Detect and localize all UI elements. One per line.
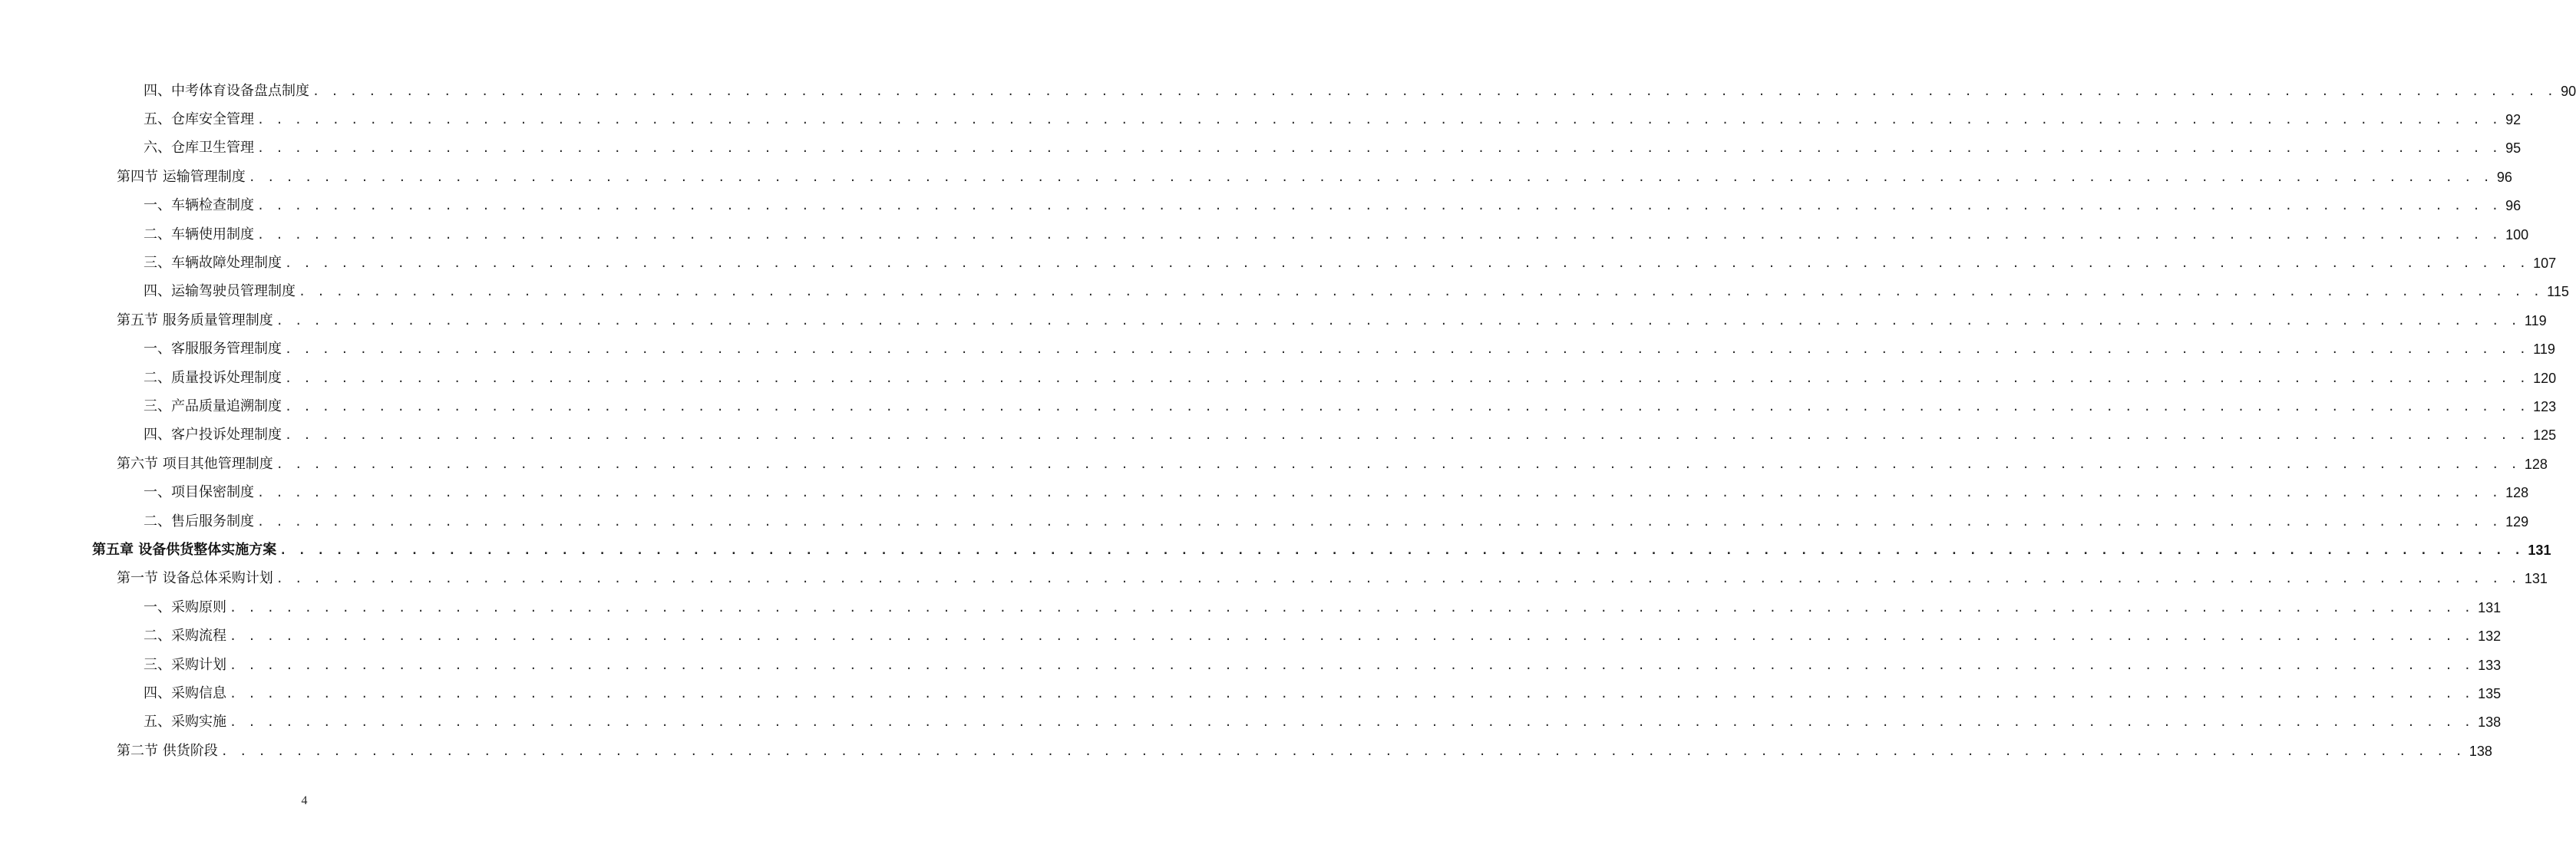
toc-entry-title: 二、质量投诉处理制度 — [144, 370, 285, 387]
toc-entry-item[interactable] — [0, 507, 2529, 536]
toc-entry-page: 128 — [2505, 485, 2529, 501]
toc-entry-page: 131 — [2478, 599, 2502, 615]
toc-entry-item[interactable] — [0, 192, 2522, 220]
toc-entry-title: 一、客服服务管理制度 — [144, 341, 285, 358]
toc-entry-item[interactable] — [0, 220, 2529, 249]
toc-entry-page: 135 — [2478, 685, 2502, 701]
toc-dot-leader: . . . . . . . . . . . . . . . . . . . . . . . . . . . . . . . . . . . . . . . . . . . . . . . . . . . . . . . . . . . . . . . . . . . . . . . . . . . . . . . . . . . . . . . . . . . . . . . . . . . . . . . . . . . . . . . . . . . . . . . . — [230, 629, 2474, 644]
toc-entry-title: 第二节 供货阶段 — [117, 743, 221, 760]
toc-dot-leader: . . . . . . . . . . . . . . . . . . . . . . . . . . . . . . . . . . . . . . . . . . . . . . . . . . . . . . . . . . . . . . . . . . . . . . . . . . . . . . . . . . . . . . . . . . . . . . . . . . . . . . . . . . . . . . . . . . . . . . . . — [312, 84, 2557, 98]
toc-dot-leader: . . . . . . . . . . . . . . . . . . . . . . . . . . . . . . . . . . . . . . . . . . . . . . . . . . . . . . . . . . . . . . . . . . . . . . . . . . . . . . . . . . . . . . . . . . . . . . . . . . . . . . . . . . . . . . . . . . . . . . . . — [230, 715, 2474, 730]
toc-dot-leader: . . . . . . . . . . . . . . . . . . . . . . . . . . . . . . . . . . . . . . . . . . . . . . . . . . . . . . . . . . . . . . . . . . . . . . . . . . . . . . . . . . . . . . . . . . . . . . . . . . . . . . . . . . . . . . . . . . . . . . . . — [279, 543, 2524, 557]
toc-entry-page: 128 — [2524, 456, 2548, 472]
toc-entry-item[interactable] — [0, 77, 2576, 105]
toc-entry-item[interactable] — [0, 622, 2502, 650]
table-of-contents — [0, 77, 2576, 765]
toc-entry-section[interactable] — [0, 163, 2512, 191]
toc-entry-title: 第四节 运输管理制度 — [117, 169, 249, 186]
toc-entry-page: 107 — [2533, 256, 2557, 272]
toc-dot-leader: . . . . . . . . . . . . . . . . . . . . . . . . . . . . . . . . . . . . . . . . . . . . . . . . . . . . . . . . . . . . . . . . . . . . . . . . . . . . . . . . . . . . . . . . . . . . . . . . . . . . . . . . . . . . . . . . . . . . . . . . — [257, 141, 2502, 156]
toc-dot-leader: . . . . . . . . . . . . . . . . . . . . . . . . . . . . . . . . . . . . . . . . . . . . . . . . . . . . . . . . . . . . . . . . . . . . . . . . . . . . . . . . . . . . . . . . . . . . . . . . . . . . . . . . . . . . . . . . . . . . . . . . — [257, 486, 2502, 500]
toc-entry-title: 四、中考体育设备盘点制度 — [144, 83, 312, 100]
toc-entry-title: 一、车辆检查制度 — [144, 197, 257, 214]
toc-dot-leader: . . . . . . . . . . . . . . . . . . . . . . . . . . . . . . . . . . . . . . . . . . . . . . . . . . . . . . . . . . . . . . . . . . . . . . . . . . . . . . . . . . . . . . . . . . . . . . . . . . . . . . . . . . . . . . . . . . . . . . . . — [285, 256, 2529, 271]
toc-entry-page: 129 — [2505, 513, 2529, 529]
toc-dot-leader: . . . . . . . . . . . . . . . . . . . . . . . . . . . . . . . . . . . . . . . . . . . . . . . . . . . . . . . . . . . . . . . . . . . . . . . . . . . . . . . . . . . . . . . . . . . . . . . . . . . . . . . . . . . . . . . . . . . . . . . . — [257, 113, 2502, 127]
toc-entry-page: 138 — [2478, 714, 2502, 731]
toc-dot-leader: . . . . . . . . . . . . . . . . . . . . . . . . . . . . . . . . . . . . . . . . . . . . . . . . . . . . . . . . . . . . . . . . . . . . . . . . . . . . . . . . . . . . . . . . . . . . . . . . . . . . . . . . . . . . . . . . . . . . . . . . — [276, 572, 2520, 586]
toc-entry-title: 第五章 设备供货整体实施方案 — [92, 542, 279, 559]
toc-dot-leader: . . . . . . . . . . . . . . . . . . . . . . . . . . . . . . . . . . . . . . . . . . . . . . . . . . . . . . . . . . . . . . . . . . . . . . . . . . . . . . . . . . . . . . . . . . . . . . . . . . . . . . . . . . . . . . . . . . . . . . . . — [220, 744, 2465, 758]
toc-entry-item[interactable] — [0, 593, 2502, 622]
toc-entry-page: 96 — [2505, 198, 2522, 214]
toc-entry-title: 第六节 项目其他管理制度 — [117, 456, 276, 473]
page-number: 4 — [301, 794, 308, 807]
toc-entry-title: 六、仓库卫生管理 — [144, 140, 257, 157]
toc-entry-page: 119 — [2533, 341, 2555, 358]
toc-entry-page: 90 — [2561, 83, 2576, 99]
toc-entry-page: 100 — [2505, 226, 2529, 242]
toc-entry-title: 五、采购实施 — [144, 714, 230, 731]
toc-entry-page: 96 — [2496, 169, 2512, 185]
toc-entry-item[interactable] — [0, 679, 2502, 708]
toc-entry-title: 三、车辆故障处理制度 — [144, 255, 285, 272]
toc-entry-title: 三、产品质量追溯制度 — [144, 398, 285, 415]
toc-entry-page: 133 — [2478, 657, 2502, 673]
toc-entry-item[interactable] — [0, 278, 2569, 306]
toc-dot-leader: . . . . . . . . . . . . . . . . . . . . . . . . . . . . . . . . . . . . . . . . . . . . . . . . . . . . . . . . . . . . . . . . . . . . . . . . . . . . . . . . . . . . . . . . . . . . . . . . . . . . . . . . . . . . . . . . . . . . . . . . — [230, 658, 2474, 672]
toc-dot-leader: . . . . . . . . . . . . . . . . . . . . . . . . . . . . . . . . . . . . . . . . . . . . . . . . . . . . . . . . . . . . . . . . . . . . . . . . . . . . . . . . . . . . . . . . . . . . . . . . . . . . . . . . . . . . . . . . . . . . . . . . — [276, 457, 2520, 471]
toc-entry-chapter[interactable] — [0, 536, 2551, 564]
toc-entry-title: 一、采购原则 — [144, 599, 230, 616]
toc-entry-page: 132 — [2478, 628, 2502, 645]
toc-entry-title: 四、运输驾驶员管理制度 — [144, 283, 299, 300]
toc-entry-item[interactable] — [0, 478, 2529, 506]
toc-entry-title: 二、车辆使用制度 — [144, 226, 257, 243]
toc-entry-title: 一、项目保密制度 — [144, 484, 257, 501]
toc-entry-section[interactable] — [0, 737, 2492, 765]
toc-entry-page: 123 — [2533, 398, 2557, 414]
toc-entry-page: 115 — [2547, 284, 2569, 300]
toc-entry-page: 95 — [2505, 140, 2522, 157]
toc-dot-leader: . . . . . . . . . . . . . . . . . . . . . . . . . . . . . . . . . . . . . . . . . . . . . . . . . . . . . . . . . . . . . . . . . . . . . . . . . . . . . . . . . . . . . . . . . . . . . . . . . . . . . . . . . . . . . . . . . . . . . . . . — [299, 285, 2543, 299]
toc-entry-item[interactable] — [0, 421, 2557, 450]
toc-entry-title: 二、售后服务制度 — [144, 513, 257, 530]
toc-entry-item[interactable] — [0, 105, 2522, 134]
toc-entry-page: 120 — [2533, 370, 2557, 386]
toc-entry-item[interactable] — [0, 651, 2502, 679]
toc-entry-section[interactable] — [0, 306, 2547, 335]
toc-entry-page: 131 — [2524, 571, 2548, 587]
toc-dot-leader: . . . . . . . . . . . . . . . . . . . . . . . . . . . . . . . . . . . . . . . . . . . . . . . . . . . . . . . . . . . . . . . . . . . . . . . . . . . . . . . . . . . . . . . . . . . . . . . . . . . . . . . . . . . . . . . . . . . . . . . . — [285, 342, 2529, 357]
toc-entry-page: 125 — [2533, 427, 2557, 444]
toc-dot-leader: . . . . . . . . . . . . . . . . . . . . . . . . . . . . . . . . . . . . . . . . . . . . . . . . . . . . . . . . . . . . . . . . . . . . . . . . . . . . . . . . . . . . . . . . . . . . . . . . . . . . . . . . . . . . . . . . . . . . . . . . — [257, 227, 2502, 242]
toc-dot-leader: . . . . . . . . . . . . . . . . . . . . . . . . . . . . . . . . . . . . . . . . . . . . . . . . . . . . . . . . . . . . . . . . . . . . . . . . . . . . . . . . . . . . . . . . . . . . . . . . . . . . . . . . . . . . . . . . . . . . . . . . — [257, 199, 2502, 213]
toc-entry-title: 四、采购信息 — [144, 685, 230, 702]
toc-entry-title: 第一节 设备总体采购计划 — [117, 570, 276, 587]
toc-entry-page: 131 — [2528, 542, 2551, 558]
toc-entry-page: 119 — [2524, 312, 2547, 328]
toc-entry-title: 二、采购流程 — [144, 628, 230, 645]
toc-dot-leader: . . . . . . . . . . . . . . . . . . . . . . . . . . . . . . . . . . . . . . . . . . . . . . . . . . . . . . . . . . . . . . . . . . . . . . . . . . . . . . . . . . . . . . . . . . . . . . . . . . . . . . . . . . . . . . . . . . . . . . . . — [285, 428, 2529, 443]
toc-dot-leader: . . . . . . . . . . . . . . . . . . . . . . . . . . . . . . . . . . . . . . . . . . . . . . . . . . . . . . . . . . . . . . . . . . . . . . . . . . . . . . . . . . . . . . . . . . . . . . . . . . . . . . . . . . . . . . . . . . . . . . . . — [285, 371, 2529, 385]
toc-entry-item[interactable] — [0, 134, 2522, 163]
toc-dot-leader: . . . . . . . . . . . . . . . . . . . . . . . . . . . . . . . . . . . . . . . . . . . . . . . . . . . . . . . . . . . . . . . . . . . . . . . . . . . . . . . . . . . . . . . . . . . . . . . . . . . . . . . . . . . . . . . . . . . . . . . . — [276, 313, 2520, 328]
toc-dot-leader: . . . . . . . . . . . . . . . . . . . . . . . . . . . . . . . . . . . . . . . . . . . . . . . . . . . . . . . . . . . . . . . . . . . . . . . . . . . . . . . . . . . . . . . . . . . . . . . . . . . . . . . . . . . . . . . . . . . . . . . . — [230, 600, 2474, 615]
toc-entry-item[interactable] — [0, 392, 2557, 421]
toc-entry-title: 三、采购计划 — [144, 657, 230, 674]
toc-entry-item[interactable] — [0, 335, 2555, 364]
toc-dot-leader: . . . . . . . . . . . . . . . . . . . . . . . . . . . . . . . . . . . . . . . . . . . . . . . . . . . . . . . . . . . . . . . . . . . . . . . . . . . . . . . . . . . . . . . . . . . . . . . . . . . . . . . . . . . . . . . . . . . . . . . . — [257, 514, 2502, 529]
toc-entry-item[interactable] — [0, 708, 2502, 737]
toc-entry-section[interactable] — [0, 450, 2548, 478]
toc-entry-title: 第五节 服务质量管理制度 — [117, 312, 276, 329]
toc-entry-page: 138 — [2469, 743, 2492, 759]
toc-dot-leader: . . . . . . . . . . . . . . . . . . . . . . . . . . . . . . . . . . . . . . . . . . . . . . . . . . . . . . . . . . . . . . . . . . . . . . . . . . . . . . . . . . . . . . . . . . . . . . . . . . . . . . . . . . . . . . . . . . . . . . . . — [248, 170, 2492, 184]
toc-entry-page: 92 — [2505, 112, 2522, 128]
toc-dot-leader: . . . . . . . . . . . . . . . . . . . . . . . . . . . . . . . . . . . . . . . . . . . . . . . . . . . . . . . . . . . . . . . . . . . . . . . . . . . . . . . . . . . . . . . . . . . . . . . . . . . . . . . . . . . . . . . . . . . . . . . . — [230, 686, 2474, 701]
toc-entry-title: 四、客户投诉处理制度 — [144, 427, 285, 444]
toc-dot-leader: . . . . . . . . . . . . . . . . . . . . . . . . . . . . . . . . . . . . . . . . . . . . . . . . . . . . . . . . . . . . . . . . . . . . . . . . . . . . . . . . . . . . . . . . . . . . . . . . . . . . . . . . . . . . . . . . . . . . . . . . — [285, 399, 2529, 414]
toc-entry-section[interactable] — [0, 565, 2548, 593]
toc-entry-title: 五、仓库安全管理 — [144, 111, 257, 128]
toc-entry-item[interactable] — [0, 364, 2557, 392]
toc-entry-item[interactable] — [0, 249, 2557, 277]
